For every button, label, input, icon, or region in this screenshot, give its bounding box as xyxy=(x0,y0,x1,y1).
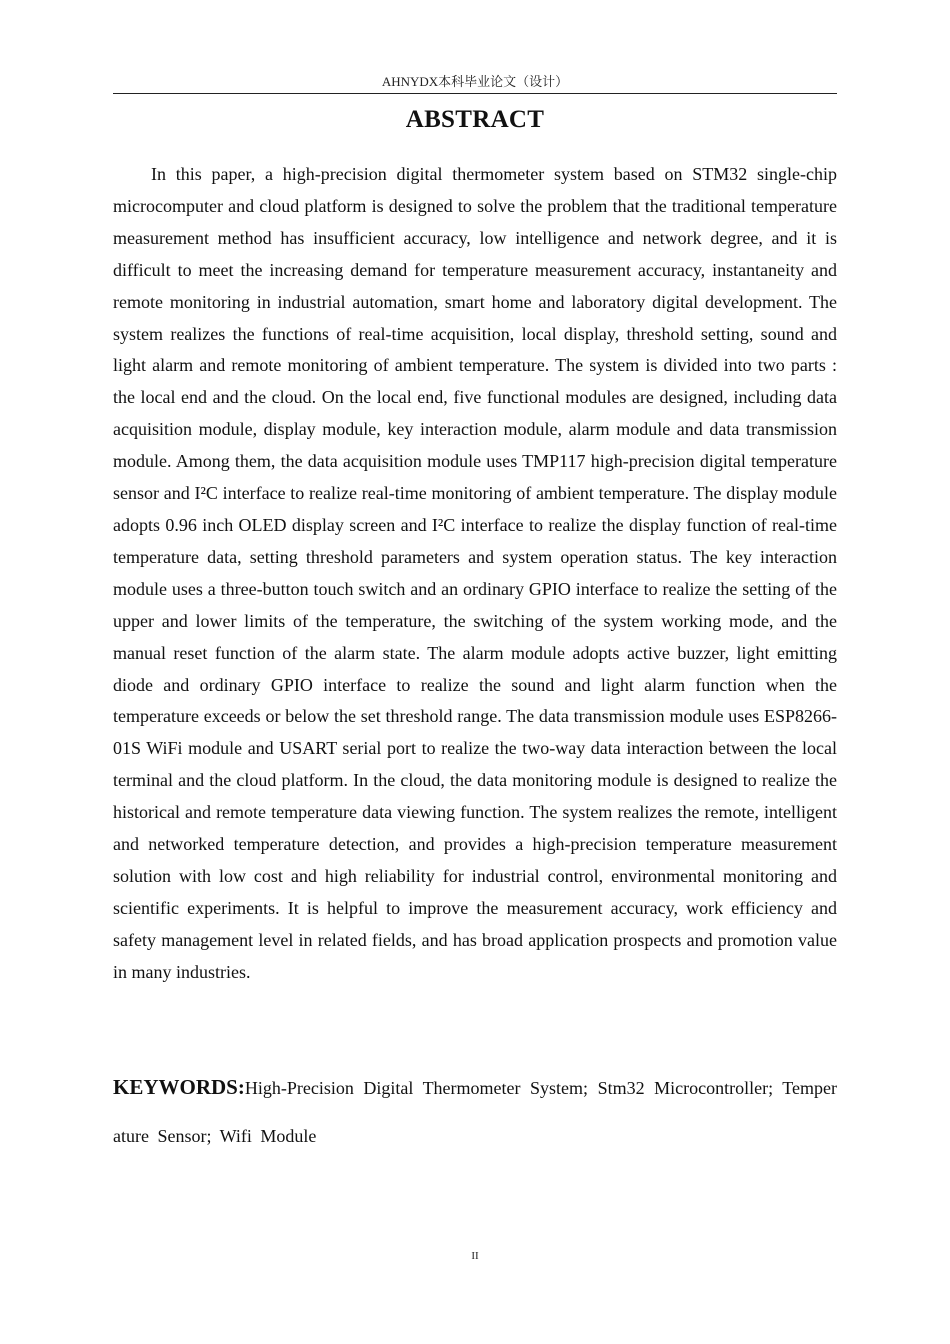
keywords-line xyxy=(113,1063,837,1160)
running-title: AHNYDX本科毕业论文（设计） xyxy=(381,74,569,89)
page-number: II xyxy=(471,1250,479,1262)
keywords-list: High-Precision Digital Thermometer System; Stm32 Microcontroller; Temperature Sensor; Wifi Module xyxy=(113,1078,837,1146)
running-header xyxy=(113,73,837,94)
page-title: ABSTRACT xyxy=(405,106,545,133)
keywords-label: KEYWORDS: xyxy=(113,1075,245,1099)
abstract-body: In this paper, a high-precision digital thermometer system based on STM32 single-chip microcomputer and cloud platform is designed to solve the problem that the traditional temperature measurement method has insufficient accuracy, low intelligence and network degree, and it is difficult to meet the increasing demand for temperature measurement accuracy, instantaneity and remote monitoring in industrial automation, smart home and laboratory digital development. The system realizes the functions of real-time acquisition, local display, threshold setting, sound and light alarm and remote monitoring of ambient temperature. The system is divided into two parts : the local end and the cloud. On the local end, five functional modules are designed, including data acquisition module, display module, key interaction module, alarm module and data transmission module. Among them, the data acquisition module uses TMP117 high-precision digital temperature sensor and I²C interface to realize real-time monitoring of ambient temperature. The display module adopts 0.96 inch OLED display screen and I²C interface to realize the display function of real-time temperature data, setting threshold parameters and system operation status. The key interaction module uses a three-button touch switch and an ordinary GPIO interface to realize the setting of the upper and lower limits of the temperature, the switching of the system working mode, and the manual reset function of the alarm state. The alarm module adopts active buzzer, light emitting diode and ordinary GPIO interface to realize the sound and light alarm function when the temperature exceeds or below the set threshold range. The data transmission module uses ESP8266-01S WiFi module and USART serial port to realize the two-way data interaction between the local terminal and the cloud platform. In the cloud, the data monitoring module is designed to realize the historical and remote temperature data viewing function. The system realizes the remote, intelligent and networked temperature detection, and provides a high-precision temperature measurement solution with low cost and high reliability for industrial control, environmental monitoring and scientific experiments. It is helpful to improve the measurement accuracy, work efficiency and safety management level in related fields, and has broad application prospects and promotion value in many industries. xyxy=(113,164,837,982)
